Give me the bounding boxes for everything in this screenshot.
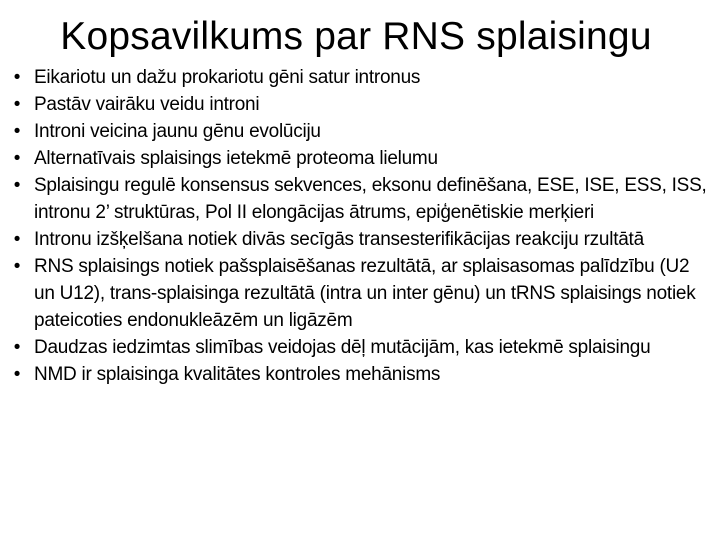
bullet-text: Eikariotu un dažu prokariotu gēni satur intronus: [34, 67, 421, 88]
bullet-text: RNS splaisings notiek pašsplaisēšanas rezultātā, ar splaisasomas palīdzību (U2 un U12), trans-splaisinga rezultātā (intra un inter gēnu) un tRNS splaisings notiek pateicoties endonukleāzēm un ligāzēm: [34, 256, 696, 331]
bullet-dot-icon: •: [13, 364, 21, 385]
bullet-text: Introni veicina jaunu gēnu evolūciju: [34, 121, 321, 142]
bullet-dot-icon: •: [13, 67, 21, 88]
bullet-text: Daudzas iedzimtas slimības veidojas dēļ mutācijām, kas ietekmē splaisingu: [34, 337, 651, 358]
bullet-text: Alternatīvais splaisings ietekmē proteoma lielumu: [34, 148, 438, 169]
bullet-dot-icon: •: [13, 337, 21, 358]
bullet-dot-icon: •: [13, 175, 21, 196]
bullet-item: [10, 91, 710, 118]
bullet-dot-icon: •: [13, 148, 21, 169]
bullet-dot-icon: •: [13, 121, 21, 142]
bullet-list: [10, 64, 710, 388]
bullet-text: NMD ir splaisinga kvalitātes kontroles mehānisms: [34, 364, 441, 385]
bullet-text: Intronu izšķelšana notiek divās secīgās transesterifikācijas reakciju rzultātā: [34, 229, 644, 250]
bullet-item: [10, 145, 710, 172]
bullet-item: [10, 118, 710, 145]
bullet-item: [10, 64, 710, 91]
bullet-dot-icon: •: [13, 229, 21, 250]
bullet-text: Pastāv vairāku veidu introni: [34, 94, 260, 115]
bullet-item: [10, 172, 710, 226]
bullet-item: [10, 334, 710, 361]
bullet-text: Splaisingu regulē konsensus sekvences, eksonu definēšana, ESE, ISE, ESS, ISS, intronu 2’ struktūras, Pol II elongācijas ātrums, epiģenētiskie merķieri: [34, 175, 707, 223]
slide-title: Kopsavilkums par RNS splaisingu: [60, 15, 652, 58]
bullet-item: [10, 253, 710, 334]
bullet-dot-icon: •: [13, 256, 21, 277]
bullet-item: [10, 226, 710, 253]
bullet-item: [10, 361, 710, 388]
bullet-dot-icon: •: [13, 94, 21, 115]
